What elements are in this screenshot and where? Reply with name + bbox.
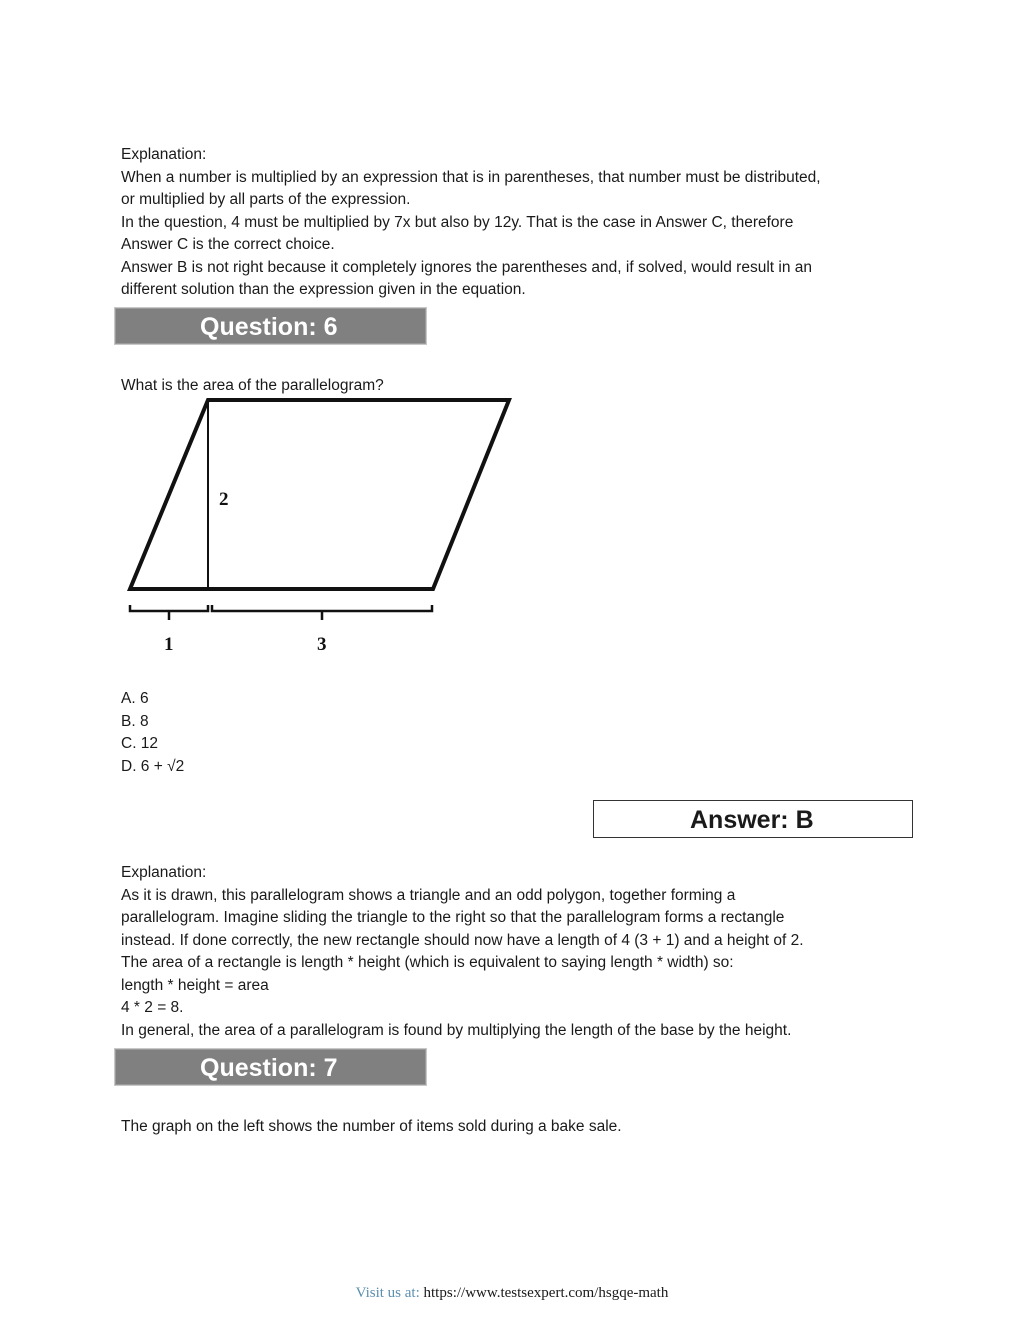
question-6-title: Question: 6 [200, 313, 338, 341]
explanation-line: In general, the area of a parallelogram is found by multiplying the length of the base by the height. [121, 1021, 792, 1039]
explanation-line: instead. If done correctly, the new rectangle should now have a length of 4 (3 + 1) and a height of 2. [121, 931, 804, 949]
explanation-line: Answer C is the correct choice. [121, 236, 335, 253]
explanation-line: In the question, 4 must be multiplied by 7x but also by 12y. That is the case in Answer C, therefore [121, 213, 794, 231]
question-7-prompt-block [121, 1116, 911, 1139]
explanation-line: Explanation: [121, 864, 207, 881]
explanation-line: length * height = area [121, 976, 269, 994]
option-b: B. 8 [121, 712, 149, 730]
explanation-q6 [121, 862, 911, 1042]
base-right-label: 3 [317, 634, 327, 655]
parallelogram-figure [120, 393, 520, 663]
explanation-line: As it is drawn, this parallelogram shows a triangle and an odd polygon, together forming a [121, 886, 736, 904]
explanation-line: Explanation: [121, 146, 207, 163]
explanation-line: When a number is multiplied by an expression that is in parentheses, that number must be distributed, [121, 168, 821, 186]
explanation-q5 [121, 144, 911, 302]
explanation-line: or multiplied by all parts of the expression. [121, 191, 411, 208]
question-7-title: Question: 7 [200, 1054, 338, 1082]
question-6-banner [115, 308, 426, 344]
option-a: A. 6 [121, 690, 149, 707]
footer-url[interactable]: https://www.testsexpert.com/hsgqe-math [423, 1285, 669, 1301]
base-bracket-left [130, 605, 208, 620]
answer-box [593, 800, 913, 838]
option-c: C. 12 [121, 735, 159, 752]
question-6-prompt: What is the area of the parallelogram? [121, 377, 384, 394]
height-label: 2 [219, 489, 229, 510]
base-left-label: 1 [164, 634, 174, 655]
explanation-line: 4 * 2 = 8. [121, 999, 184, 1016]
explanation-line: The area of a rectangle is length * height (which is equivalent to saying length * width) so: [121, 954, 734, 971]
question-7-prompt: The graph on the left shows the number of items sold during a bake sale. [121, 1118, 622, 1135]
page-footer [0, 1285, 1024, 1302]
footer-prefix: Visit us at: [355, 1285, 424, 1301]
answer-label: Answer: B [690, 806, 814, 834]
base-bracket-right [212, 605, 432, 620]
explanation-line: Answer B is not right because it completely ignores the parentheses and, if solved, would result in an [121, 258, 812, 276]
question-6-options [121, 688, 911, 778]
explanation-line: parallelogram. Imagine sliding the triangle to the right so that the parallelogram forms a rectangle [121, 909, 785, 926]
explanation-line: different solution than the expression given in the equation. [121, 281, 526, 298]
parallelogram-shape [130, 400, 509, 589]
option-d: D. 6 + √2 [121, 757, 185, 775]
question-7-banner [115, 1049, 426, 1085]
